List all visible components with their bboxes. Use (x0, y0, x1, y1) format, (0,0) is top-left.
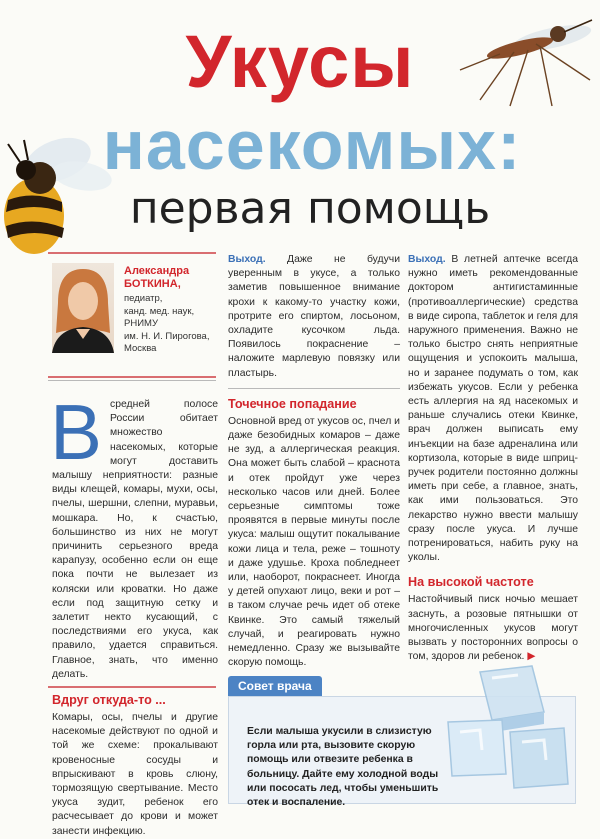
author-box (48, 255, 216, 375)
intro-paragraph: Всредней полосе России обитает множество насекомых, которые могут доставить малышу неприятности: разные виды клещей, комары, мухи, осы, пчелы, шершни, слепни, муравьи, мошкара. Но, к счастью, большинство из них не могут причинить серьезного вреда карапузу, особенно если он еще пока почти не вылезает из коляски или кроватки. Но даже если под защитную сетку и залетит некто кусающий, с последствиями его укуса, как правило, удается справиться. Главное, знать, что именно делать. (50, 388, 218, 680)
section-body: Комары, осы, пчелы и другие насекомые действуют по одной и той же схеме: прокалывают кровеносные сосуды и впрыскивают в кровь слюну, тормозящую свертывание. Место укуса зудит, ребенок его расчесывает до крови и может занести инфекцию. (52, 712, 218, 837)
headline-subtitle: насекомых: (102, 106, 522, 184)
divider (48, 380, 216, 381)
section-sudden (52, 693, 218, 839)
author-credentials: педиатр, канд. мед. наук, РНИМУ им. Н. И. Пирогова, Москва (124, 293, 210, 355)
drop-cap: В (50, 388, 103, 476)
divider (48, 252, 216, 254)
section-heading: Вдруг откуда-то ... (52, 693, 166, 707)
advice-text: Если малыша укусили в слизистую горла или рта, вызовите скорую помощь или отвезите ребенка в больницу. Дайте ему холодной воды или пососать лед, чтобы уменьшить отек и воспаление. (247, 726, 439, 809)
end-mark-icon: ▶ (527, 651, 536, 663)
run-in-label: Выход. (408, 254, 446, 265)
divider (48, 686, 216, 688)
section-body: Настойчивый писк ночью мешает заснуть, а розовые пятнышки от многочисленных укусов могут вызвать у посторонних вопросы о том, здоров ли ребенок. ▶ (408, 594, 578, 663)
exit-paragraph: Выход. В летней аптечке всегда нужно иметь рекомендованные доктором антигистаминные (противоаллергические) средства в виде сиропа, таблеток и геля для наружного применения. Важно не только быстро снять неприятные ощущения и успокоить малыша, но и заранее подумать о том, как избежать укусов. Если у ребенка есть аллергия на яд насекомых и раньше случались отеки Квинке, врач должен выписать ему инъекции на базе адреналина или кортизола, которые в виде шприц-ручек родители постоянно должны иметь при себе, а главное, знать, как ими пользоваться. Это лекарство нужно ввести малышу сразу после укуса. И лучше потренироваться, набить руку на уколы. (408, 254, 579, 564)
divider (228, 388, 400, 389)
author-name: Александра БОТКИНА, (124, 265, 190, 290)
run-in-label: Выход. (228, 254, 266, 265)
headline-title: Укусы (185, 20, 415, 103)
column-3 (408, 253, 578, 664)
column-2 (228, 253, 400, 670)
advice-title: Совет врача (228, 676, 322, 696)
exit-paragraph: Выход. Даже не будучи уверенным в укусе, а только заметив повышенное внимание крохи к какому-то участку кожи, протрите его спиртом, лосьоном, охладите кусочком льда. Появилось покраснение – наложите марлевую повязку или пластырь. (228, 254, 400, 379)
section-heading: На высокой частоте (408, 575, 534, 590)
author-photo (52, 263, 114, 353)
doctor-advice (228, 676, 576, 809)
section-heading: Точечное попадание (228, 396, 357, 411)
section-body: Основной вред от укусов ос, пчел и даже безобидных комаров – даже не зуд, а аллергическая реакция. Она может быть слабой – краснота и отек пройдут уже через несколько часов или дней. Более серьезные симптомы тоже проявятся в первые минуты после укуса: малыш ощутит покалывание кожи лица и тела, реже – тошноту и даже удушье. Кроха побледнеет или, наоборот, покраснеет. Иногда у детей опухают лицо, веки и рот – в таком случае речь идет об отеке Квинке. Это самый тяжелый случай, и реагировать нужно немедленно. Сразу же вызывайте скорую помощь. (228, 415, 400, 669)
headline-tagline: первая помощь (129, 183, 491, 234)
divider (48, 376, 216, 378)
ice-cubes-illustration (440, 662, 580, 804)
